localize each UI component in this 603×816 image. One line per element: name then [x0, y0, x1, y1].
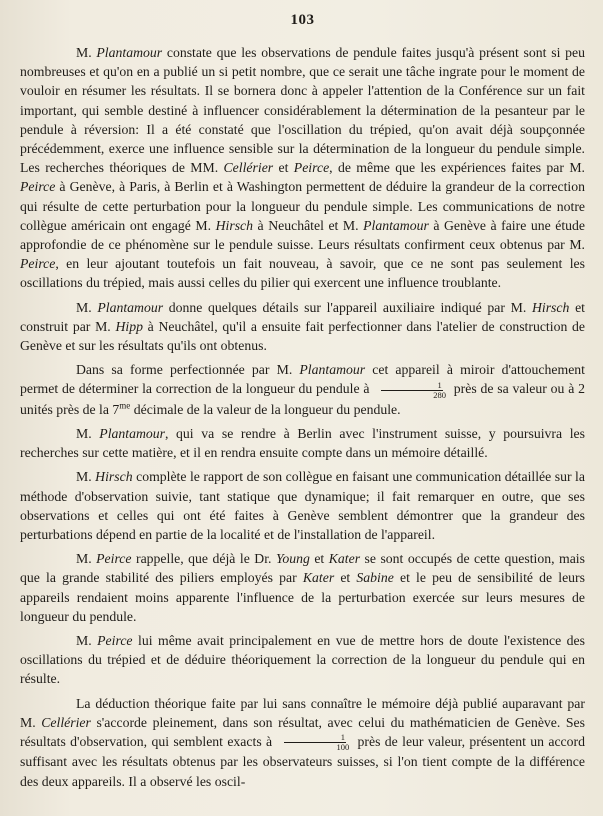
text-run: M.: [76, 299, 98, 315]
text-run: lui même avait principalement en vue de mettre hors de doute l'existence des oscillations du trépied et de déduire théoriquement la correction de la longueur du pendule qui en résulte.: [20, 633, 585, 687]
text-run: et construit par M.: [20, 299, 585, 334]
paragraph: [20, 424, 585, 462]
fraction-numerator: 1: [284, 733, 346, 743]
text-run: à Neuchâtel, qu'il a ensuite fait perfectionner dans l'atelier de construction de Genève et sur les résultats qu'ils ont obtenus.: [20, 318, 586, 354]
paragraph: [20, 467, 585, 544]
italic-name: Kater: [328, 551, 361, 567]
paragraph: [20, 631, 585, 689]
italic-name: Hirsch: [95, 469, 133, 485]
fraction: [279, 733, 350, 752]
italic-name: Hirsch: [531, 299, 570, 315]
italic-name: Peirce: [20, 179, 56, 195]
text-run: se sont occupés de cette question, mais que la grande stabilité des piliers employés par: [20, 551, 585, 586]
text-run: donne quelques détails sur l'appareil auxiliaire indiqué par M.: [163, 299, 532, 315]
text-run: et: [273, 160, 294, 176]
text-run: près de sa valeur ou à 2 unités près de la 7: [20, 381, 585, 417]
italic-name: Hipp: [115, 318, 143, 334]
italic-name: Sabine: [356, 570, 394, 586]
italic-name: Hirsch: [215, 217, 254, 233]
text-run: complète le rapport de son collègue en faisant une communication détaillée sur la méthode d'observation suivie, tant statique que dynamique; il fait remarquer en outre, que ses observations et celles qui ont été faites à Genève semblent démontrer que la grandeur des perturbations dépend en partie de la localité et de l'installation de l'appareil.: [20, 469, 585, 543]
text-run: à Genève à faire une étude approfondie de ce phénomène sur le pendule suisse. Leurs résultats confirment ceux obtenus par M.: [20, 217, 585, 253]
italic-name: Cellérier: [41, 714, 91, 730]
fraction-denominator: 100: [336, 742, 350, 753]
italic-name: Kater: [302, 570, 335, 586]
text-run: rappelle, que déjà le Dr.: [131, 551, 276, 567]
italic-name: Peirce: [97, 633, 133, 649]
italic-name: Plantamour: [363, 217, 429, 233]
text-run: M.: [76, 633, 98, 649]
text-run: , en leur ajoutant toutefois un fait nouveau, à savoir, que ce ne sont pas seulement les oscillations du trépied, mais aussi celles du pilier qui exercent une influence troublante.: [20, 256, 585, 291]
fraction-denominator: 280: [433, 389, 446, 400]
text-run: , de même que les expériences faites par M.: [329, 160, 585, 176]
paragraph: [20, 694, 585, 791]
italic-name: Plantamour: [299, 362, 366, 378]
text-run: et: [309, 551, 329, 567]
italic-name: Plantamour: [96, 45, 163, 60]
italic-name: Peirce: [96, 551, 132, 567]
italic-name: Peirce: [293, 160, 330, 176]
text-run: M.: [76, 426, 100, 441]
text-run: , qui va se rendre à Berlin avec l'instrument suisse, y poursuivra les recherches sur cette matière, et il en rendra ensuite compte dans un mémoire détaillé.: [20, 426, 585, 461]
text-run: près de leur valeur, présentent un accord suffisant avec les résultats obtenus par les observateurs suisses, si l'on tient compte de la différence des deux appareils. Il a observé les oscil-: [20, 734, 585, 789]
italic-name: Plantamour: [97, 299, 164, 315]
text-run: M.: [76, 469, 96, 485]
text-run: Dans sa forme perfectionnée par M.: [76, 362, 300, 378]
italic-name: Plantamour: [99, 426, 165, 441]
body-text: [20, 43, 585, 791]
paragraph: [20, 298, 585, 356]
italic-name: Cellérier: [223, 160, 274, 176]
text-run: à Genève, à Paris, à Berlin et à Washington permettent de déduire la grandeur de la correction qui résulte de cette perturbation pour la longueur du pendule simple. Les communications de notre collègue américain ont engagé M.: [20, 179, 585, 233]
superscript: me: [119, 400, 131, 411]
text-run: M.: [76, 551, 97, 567]
text-run: s'accorde pleinement, dans son résultat, avec celui du mathématicien de Genève. Ses résultats d'observation, qui semblent exacts à: [20, 714, 586, 750]
paragraph: [20, 360, 585, 419]
italic-name: Peirce: [20, 256, 56, 272]
text-run: constate que les observations de pendule faites jusqu'à présent sont si peu nombreuses et qu'on en a publié un si petit nombre, que ce serait une tâche ingrate pour le moment de vouloir en résumer les résultats. Il se bornera donc à appeler l'attention de la Conférence sur un fait important, qui semble destiné à influencer considérablement la détermination de la pesanteur par le pendule à réversion: Il a été constaté que l'oscillation du trépied, qu'on avait déjà soupçonnée précédemment, exerce une influence sensible sur la détermination de la longueur du pendule simple. Les recherches théoriques de MM.: [20, 45, 585, 176]
page-number: 103: [290, 12, 315, 28]
paragraph: [20, 43, 585, 293]
text-run: et: [334, 570, 357, 586]
fraction-numerator: 1: [381, 381, 443, 391]
paragraph: [20, 549, 585, 626]
text-run: à Neuchâtel et M.: [253, 217, 364, 233]
text-run: La déduction théorique faite par lui sans connaître le mémoire déjà publié auparavant par M.: [20, 695, 585, 730]
text-run: M.: [76, 45, 97, 60]
text-run: et le peu de sensibilité de leurs appareils rendaient moins apparente l'influence de la perturbation exercée sur leurs mesures de longueur du pendule.: [20, 570, 585, 624]
italic-name: Young: [275, 551, 310, 567]
text-run: décimale de la valeur de la longueur du pendule.: [130, 401, 401, 417]
text-run: cet appareil à miroir d'attouchement permet de déterminer la correction de la longueur du pendule à: [20, 362, 585, 397]
fraction: [376, 381, 447, 400]
